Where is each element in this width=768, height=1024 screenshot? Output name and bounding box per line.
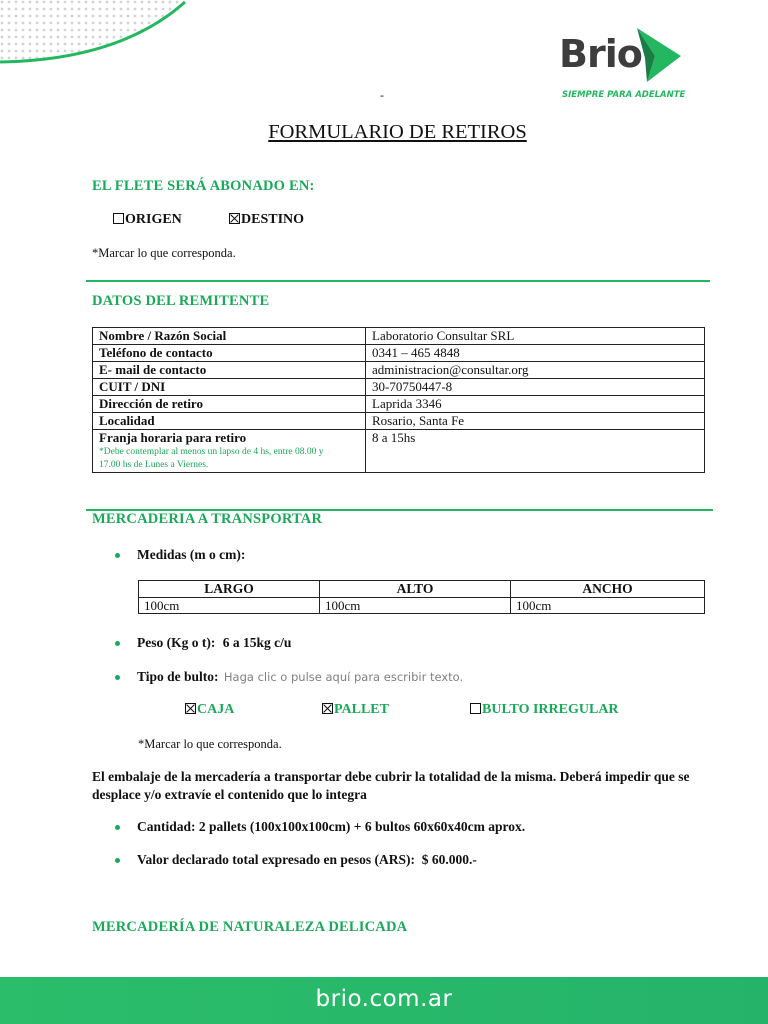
dims-table xyxy=(138,580,705,614)
checkbox-destino-icon[interactable] xyxy=(229,213,240,224)
footer-url[interactable]: brio.com.ar xyxy=(315,986,453,1012)
bullet-tipo xyxy=(115,669,463,685)
brio-logo xyxy=(556,26,686,102)
row-label: E- mail de contacto xyxy=(93,362,366,379)
row-label: Nombre / Razón Social xyxy=(93,328,366,345)
table-row xyxy=(93,345,705,362)
footer-bar xyxy=(0,977,768,1024)
table-row xyxy=(93,379,705,396)
row-value[interactable]: Laboratorio Consultar SRL xyxy=(366,328,705,345)
tipo-option-label: CAJA xyxy=(197,702,235,717)
table-row xyxy=(93,328,705,345)
cantidad-text[interactable]: Cantidad: 2 pallets (100x100x100cm) + 6 bultos 60x60x40cm aprox. xyxy=(137,819,526,834)
checkbox-bulto-irregular-icon[interactable] xyxy=(470,703,481,714)
dims-value-alto[interactable]: 100cm xyxy=(320,598,511,614)
bullet-cantidad xyxy=(115,819,525,835)
row-label: Teléfono de contacto xyxy=(93,345,366,362)
divider xyxy=(86,280,710,282)
row-label: CUIT / DNI xyxy=(93,379,366,396)
table-row xyxy=(93,396,705,413)
section-title-mercaderia: MERCADERIA A TRANSPORTAR xyxy=(92,511,323,527)
flete-option-label: ORIGEN xyxy=(125,212,182,227)
bullet-medidas xyxy=(115,547,245,563)
medidas-label: Medidas (m o cm): xyxy=(137,547,246,562)
flete-option-label: DESTINO xyxy=(241,212,305,227)
dims-header-largo: LARGO xyxy=(139,581,320,598)
bullet-icon xyxy=(115,825,120,830)
row-label: Localidad xyxy=(93,413,366,430)
row-value[interactable]: 0341 – 465 4848 xyxy=(366,345,705,362)
row-value[interactable]: Laprida 3346 xyxy=(366,396,705,413)
tipo-option-pallet[interactable] xyxy=(322,702,389,718)
corner-decoration xyxy=(0,0,200,70)
peso-label: Peso (Kg o t): xyxy=(137,635,216,650)
bullet-icon xyxy=(115,553,120,558)
peso-value[interactable]: 6 a 15kg c/u xyxy=(222,635,292,650)
table-row xyxy=(139,581,705,598)
tipo-option-bulto-irregular[interactable] xyxy=(470,702,619,718)
tipo-option-label: PALLET xyxy=(334,702,389,717)
tipo-input[interactable]: Haga clic o pulse aquí para escribir texto. xyxy=(223,670,464,684)
checkbox-caja-icon[interactable] xyxy=(185,703,196,714)
dims-header-ancho: ANCHO xyxy=(511,581,705,598)
row-value[interactable]: administracion@consultar.org xyxy=(366,362,705,379)
tipo-option-caja[interactable] xyxy=(185,702,234,718)
bullet-peso xyxy=(115,635,291,651)
row-label: Franja horaria para retiro xyxy=(99,430,247,445)
dims-value-ancho[interactable]: 100cm xyxy=(511,598,705,614)
section-title-flete: EL FLETE SERÁ ABONADO EN: xyxy=(92,178,315,194)
tipo-note: *Marcar lo que corresponda. xyxy=(138,737,282,751)
bullet-icon xyxy=(115,641,120,646)
checkbox-pallet-icon[interactable] xyxy=(322,703,333,714)
flete-option-origen[interactable] xyxy=(113,212,182,228)
flete-option-destino[interactable] xyxy=(229,212,304,228)
row-value[interactable]: 8 a 15hs xyxy=(366,430,705,473)
bullet-icon xyxy=(115,858,120,863)
row-label-cell xyxy=(93,430,366,473)
tipo-option-label: BULTO IRREGULAR xyxy=(482,702,619,717)
table-row xyxy=(93,362,705,379)
table-row xyxy=(139,598,705,614)
section-title-delicada: MERCADERÍA DE NATURALEZA DELICADA xyxy=(92,919,408,935)
logo-arrow-icon xyxy=(635,28,683,84)
dims-header-alto: ALTO xyxy=(320,581,511,598)
header-dash: - xyxy=(380,88,384,102)
tipo-label: Tipo de bulto: xyxy=(137,669,219,684)
row-value[interactable]: 30-70750447-8 xyxy=(366,379,705,396)
checkbox-origen-icon[interactable] xyxy=(113,213,124,224)
bullet-valor xyxy=(115,852,477,868)
table-row xyxy=(93,413,705,430)
logo-tagline: SIEMPRE PARA ADELANTE xyxy=(562,90,686,100)
franja-note: *Debe contemplar al menos un lapso de 4 hs, entre 08.00 y 17.00 hs de Lunes a Viernes. xyxy=(99,447,324,470)
page-title: FORMULARIO DE RETIROS xyxy=(268,121,527,143)
row-label: Dirección de retiro xyxy=(93,396,366,413)
table-row xyxy=(93,430,705,473)
valor-text[interactable]: Valor declarado total expresado en pesos (ARS): $ 60.000.- xyxy=(137,852,477,867)
logo-wordmark: Brio xyxy=(559,32,642,76)
embalaje-text: El embalaje de la mercadería a transportar debe cubrir la totalidad de la misma. Deberá impedir que se desplace y/o extravíe el contenido que lo integra xyxy=(92,769,690,802)
remitente-table xyxy=(92,327,705,473)
flete-note: *Marcar lo que corresponda. xyxy=(92,246,236,260)
bullet-icon xyxy=(115,675,120,680)
section-title-remitente: DATOS DEL REMITENTE xyxy=(92,293,270,309)
dims-value-largo[interactable]: 100cm xyxy=(139,598,320,614)
row-value[interactable]: Rosario, Santa Fe xyxy=(366,413,705,430)
